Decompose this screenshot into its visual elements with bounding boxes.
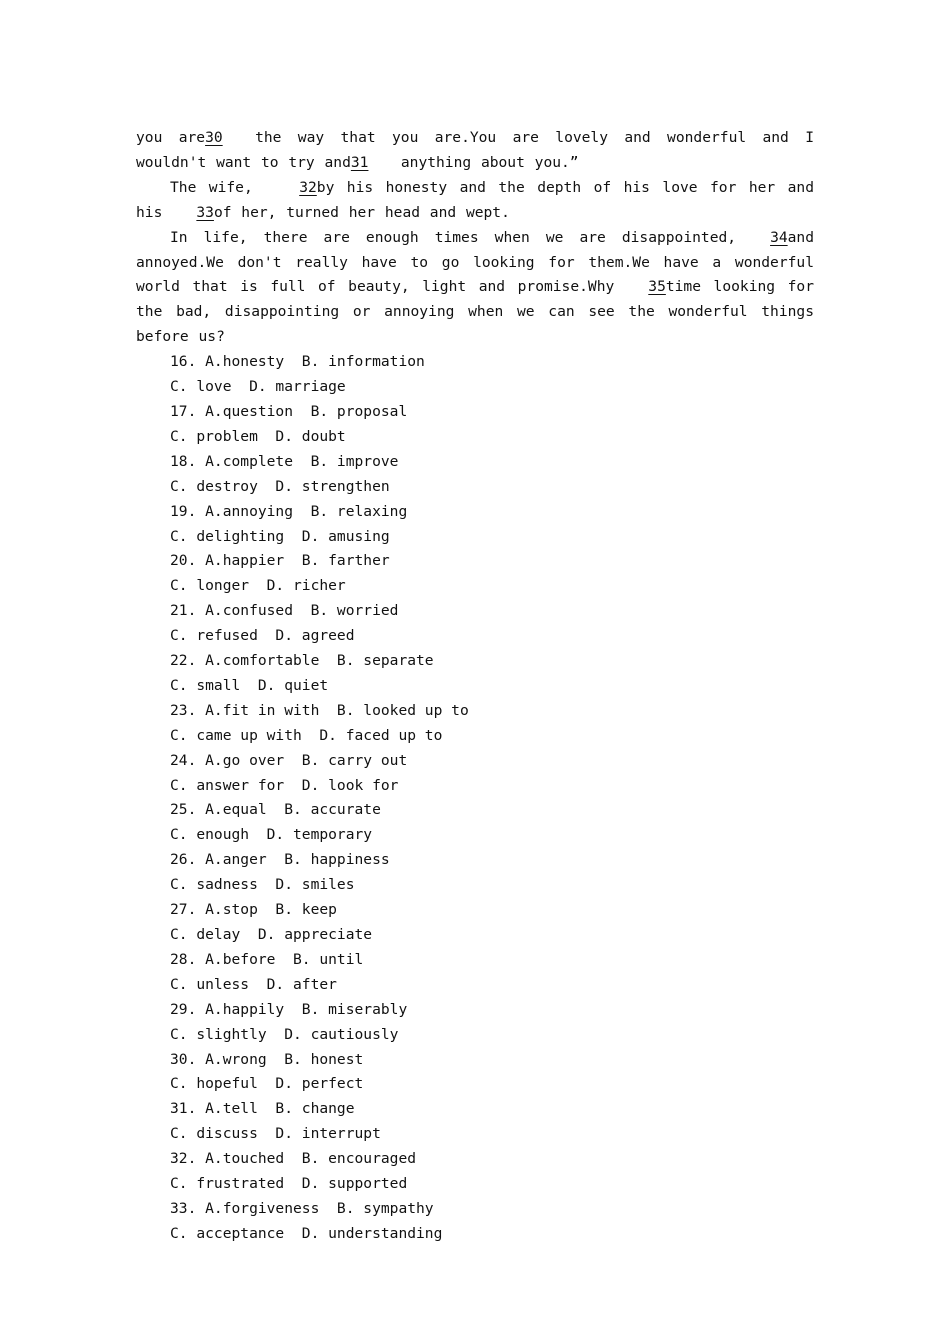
question-22-options-ab: 22. A.comfortable B. separate [170, 652, 434, 670]
blank-30: 30 [205, 129, 223, 146]
document-page [136, 126, 814, 1247]
question-24-options-cd: C. answer for D. look for [170, 776, 399, 794]
question-22-options-cd: C. small D. quiet [170, 676, 329, 694]
question-21-options-cd: C. refused D. agreed [170, 627, 355, 645]
passage-paragraph-3 [136, 226, 814, 351]
text-segment: of her, turned her head and wept. [213, 203, 510, 221]
text-segment: the way that you are.You are lovely and wonderful and I wouldn't want to try and [136, 129, 814, 171]
passage-paragraph-2 [136, 176, 814, 226]
text-segment: and annoyed.We don't really have to go looking for them.We have a wonderful world that is full of beauty, light and promise.Why [136, 228, 814, 296]
question-31-options-ab: 31. A.tell B. change [170, 1100, 355, 1118]
question-30-options-ab: 30. A.wrong B. honest [170, 1050, 364, 1068]
blank-33: 33 [196, 203, 214, 221]
question-27-options-cd: C. delay D. appreciate [170, 926, 373, 943]
question-29-options-ab: 29. A.happily B. miserably [170, 1000, 408, 1018]
question-33-options-ab: 33. A.forgiveness B. sympathy [170, 1199, 434, 1217]
question-18-options-cd: C. destroy D. strengthen [170, 477, 390, 495]
blank-31: 31 [350, 153, 369, 171]
question-26-options-ab: 26. A.anger B. happiness [170, 851, 390, 869]
question-32-options-cd: C. frustrated D. supported [170, 1175, 408, 1193]
text-segment: In life, there are enough times when we are disappointed, [170, 228, 737, 246]
question-28-options-cd: C. unless D. after [170, 975, 337, 993]
question-32-options-ab: 32. A.touched B. encouraged [170, 1150, 417, 1168]
question-25-options-cd: C. enough D. temporary [170, 826, 373, 844]
question-17-options-cd: C. problem D. doubt [170, 427, 346, 445]
question-17-options-ab: 17. A.question B. proposal [170, 402, 408, 420]
text-segment: time looking for the bad, disappointing or annoying when we can see the wonderful things before us? [136, 278, 814, 346]
question-19-options-cd: C. delighting D. amusing [170, 527, 390, 545]
question-20-options-cd: C. longer D. richer [170, 577, 346, 595]
question-23-options-ab: 23. A.fit in with B. looked up to [170, 701, 469, 719]
question-30-options-cd: C. hopeful D. perfect [170, 1075, 364, 1093]
question-28-options-ab: 28. A.before B. until [170, 950, 364, 968]
question-19-options-ab: 19. A.annoying B. relaxing [170, 502, 408, 520]
question-18-options-ab: 18. A.complete B. improve [170, 452, 399, 470]
question-16-options-ab: 16. A.honesty B. information [170, 353, 425, 371]
question-20-options-ab: 20. A.happier B. farther [170, 552, 390, 570]
blank-35: 35 [648, 278, 666, 296]
question-list [136, 350, 814, 1247]
question-29-options-cd: C. slightly D. cautiously [170, 1025, 399, 1043]
question-16-options-cd: C. love D. marriage [170, 378, 346, 396]
question-21-options-ab: 21. A.confused B. worried [170, 602, 399, 620]
question-26-options-cd: C. sadness D. smiles [170, 876, 355, 894]
blank-32: 32 [299, 178, 317, 196]
question-33-options-cd: C. acceptance D. understanding [170, 1224, 443, 1242]
question-24-options-ab: 24. A.go over B. carry out [170, 751, 408, 769]
text-segment: you are [136, 129, 206, 146]
blank-34: 34 [770, 228, 788, 246]
question-31-options-cd: C. discuss D. interrupt [170, 1125, 381, 1143]
text-segment: The wife, [170, 178, 253, 196]
question-23-options-cd: C. came up with D. faced up to [170, 726, 443, 744]
question-27-options-ab: 27. A.stop B. keep [170, 901, 337, 919]
text-segment: by his honesty and the depth of his love for her and his [136, 178, 814, 221]
question-25-options-ab: 25. A.equal B. accurate [170, 801, 381, 819]
text-segment: anything about you.” [400, 153, 579, 171]
passage-paragraph-1 [136, 126, 814, 176]
